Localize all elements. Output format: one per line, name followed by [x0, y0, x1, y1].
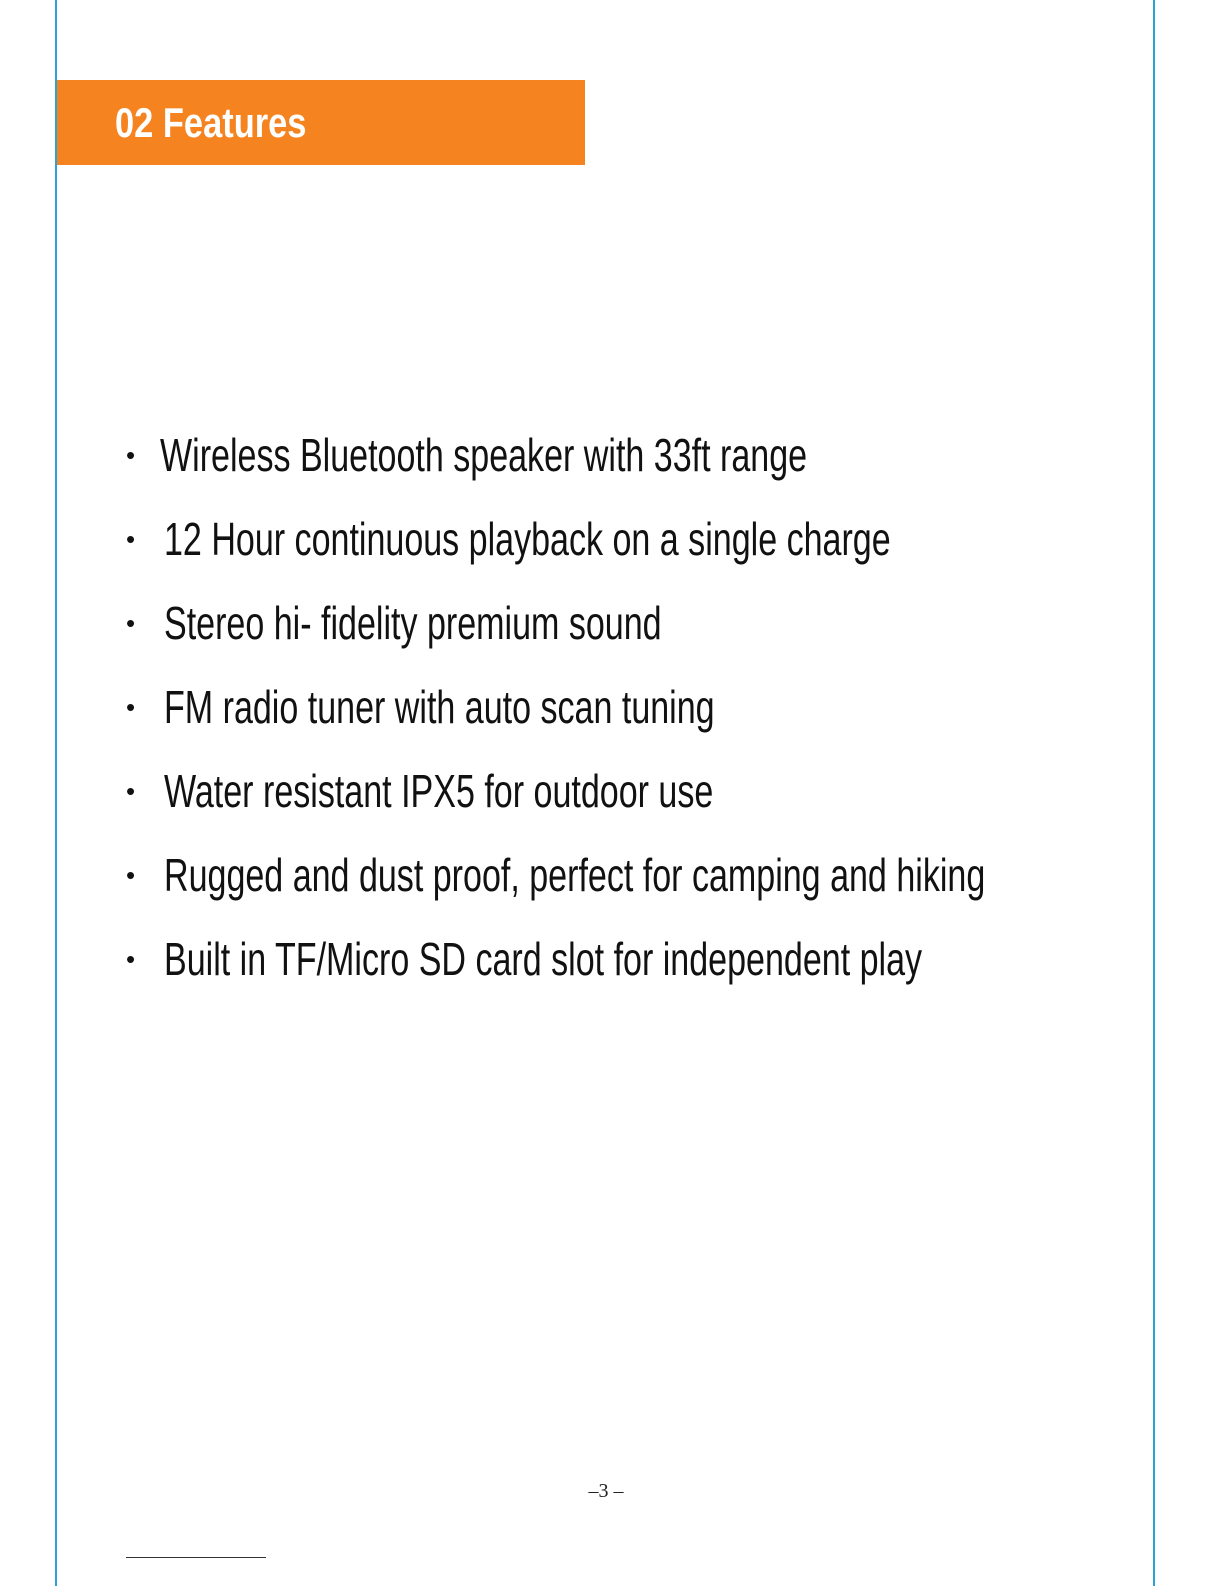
footnote-divider	[126, 1557, 266, 1558]
bullet-icon: •	[126, 608, 136, 638]
bullet-icon: •	[126, 944, 136, 974]
feature-text: Water resistant IPX5 for outdoor use	[164, 765, 714, 817]
page-number: –3 –	[588, 1480, 624, 1502]
bullet-icon: •	[126, 440, 136, 470]
feature-text: Built in TF/Micro SD card slot for independent play	[164, 933, 923, 985]
feature-text: Wireless Bluetooth speaker with 33ft range	[160, 429, 808, 481]
feature-text: Rugged and dust proof, perfect for camping and hiking	[164, 849, 986, 901]
section-banner	[57, 80, 585, 165]
section-title: 02 Features	[115, 99, 307, 146]
feature-text: FM radio tuner with auto scan tuning	[164, 681, 715, 733]
feature-text: 12 Hour continuous playback on a single charge	[164, 513, 891, 565]
bullet-icon: •	[126, 524, 136, 554]
feature-text: Stereo hi- fidelity premium sound	[164, 597, 662, 649]
bullet-icon: •	[126, 776, 136, 806]
bullet-icon: •	[126, 692, 136, 722]
bullet-icon: •	[126, 860, 136, 890]
